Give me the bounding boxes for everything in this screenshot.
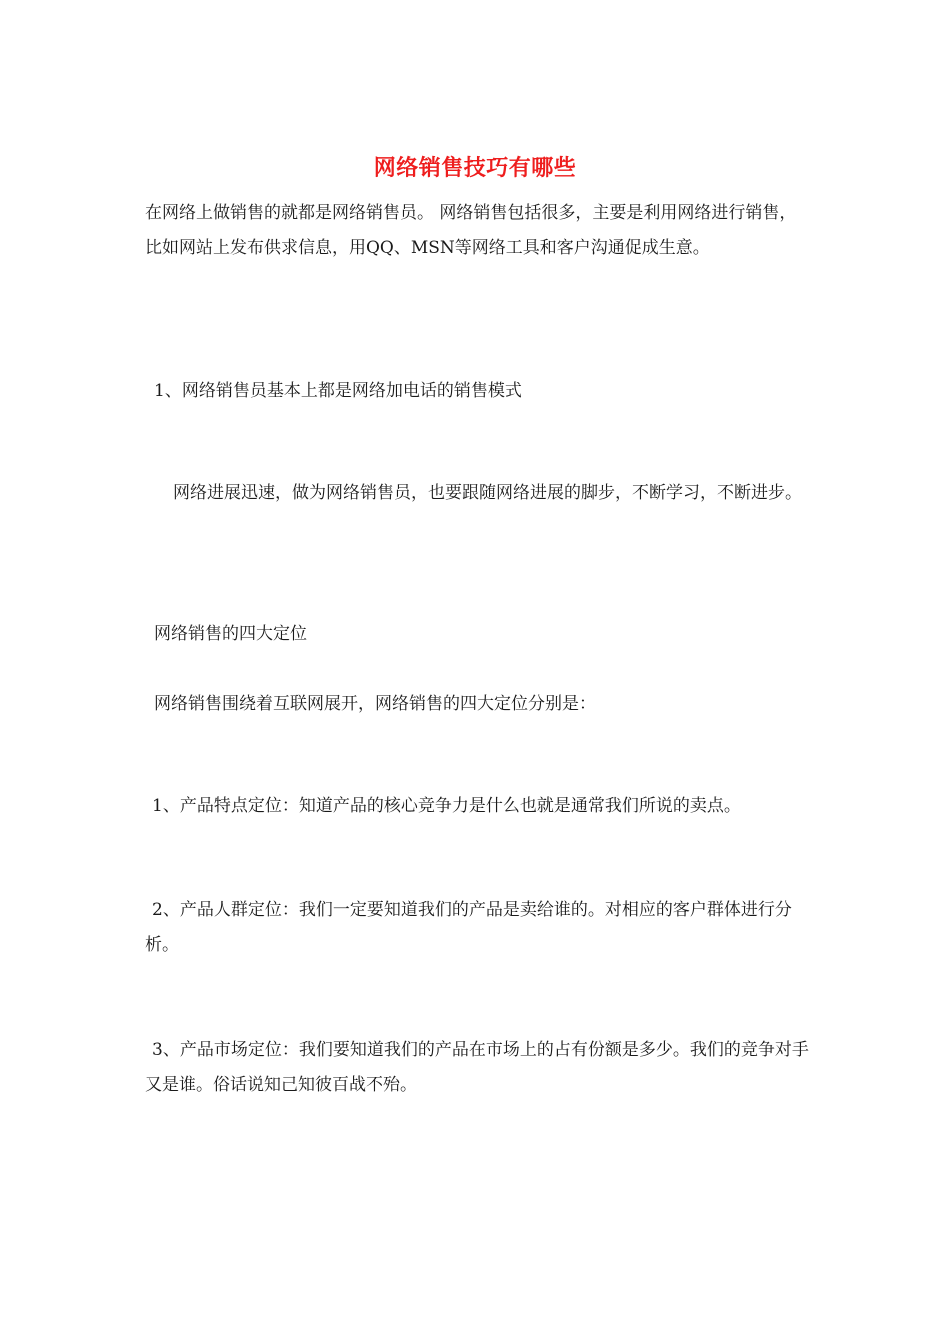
growth-paragraph: 网络进展迅速，做为网络销售员，也要跟随网络进展的脚步，不断学习，不断进步。 <box>173 483 802 503</box>
section-heading-sales-mode: 1、网络销售员基本上都是网络加电话的销售模式 <box>154 381 522 401</box>
list-item-market-position: 3、产品市场定位：我们要知道我们的产品在市场上的占有份额是多少。我们的竞争对手又是谁。俗话说知己知彼百战不殆。 <box>145 1040 809 1095</box>
list-item-target-audience: 2、产品人群定位：我们一定要知道我们的产品是卖给谁的。对相应的客户群体进行分析。 <box>145 900 792 955</box>
document-title: 网络销售技巧有哪些 <box>373 155 577 181</box>
section-heading-positioning: 网络销售的四大定位 <box>154 624 307 644</box>
positioning-intro-paragraph: 网络销售围绕着互联网展开，网络销售的四大定位分别是： <box>154 694 596 714</box>
list-item-product-feature: 1、产品特点定位：知道产品的核心竞争力是什么也就是通常我们所说的卖点。 <box>152 796 741 816</box>
intro-paragraph: 在网络上做销售的就都是网络销售员。 网络销售包括很多，主要是利用网络进行销售，比如网站上发布供求信息，用QQ、MSN等网络工具和客户沟通促成生意。 <box>145 203 797 258</box>
